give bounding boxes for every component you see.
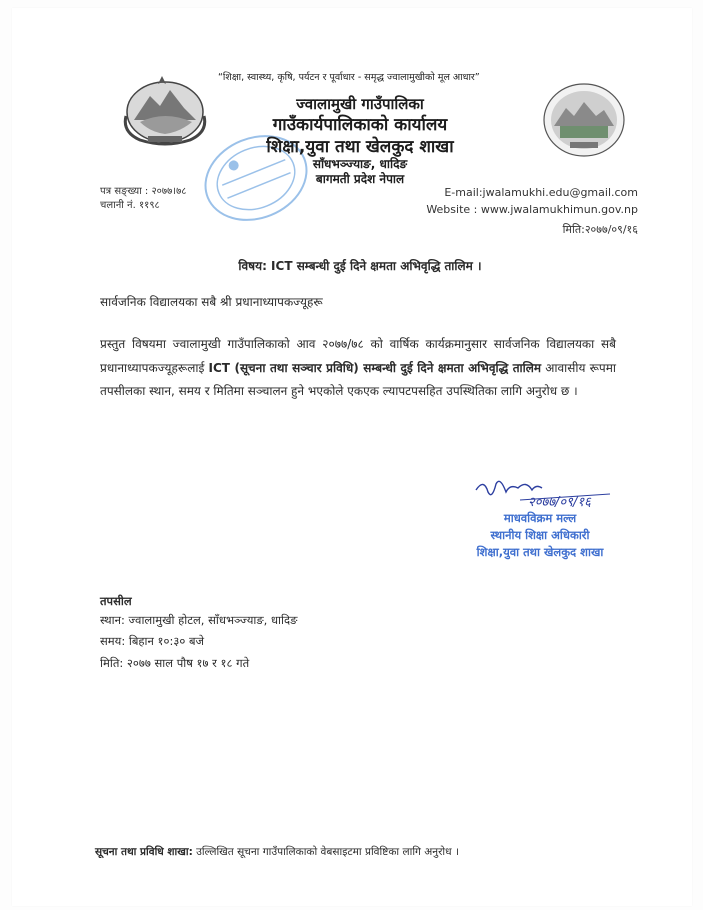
footer-note: [95, 845, 459, 859]
letter-body: [100, 333, 616, 404]
signatory-title: स्थानीय शिक्षा अधिकारी: [490, 528, 590, 542]
office-location: साँधभञ्ज्याङ, धादिङ: [312, 157, 408, 171]
nepal-emblem-icon: [120, 70, 210, 148]
subject-line: विषय: ICT सम्बन्धी दुई दिने क्षमता अभिवृद्धि तालिम ।: [238, 259, 482, 273]
details-place: स्थान: ज्वालामुखी होटल, साँधभञ्ज्याङ, धादिङ: [100, 613, 298, 627]
signatory-branch: शिक्षा,युवा तथा खेलकुद शाखा: [476, 545, 604, 559]
details-time: समय: बिहान १०:३० बजे: [100, 634, 205, 648]
footer-label: सूचना तथा प्रविधि शाखा:: [95, 846, 193, 858]
website-address: Website : www.jwalamukhimun.gov.np: [426, 203, 638, 216]
province-name: बागमती प्रदेश नेपाल: [315, 172, 405, 186]
email-address: E-mail:jwalamukhi.edu@gmail.com: [444, 186, 638, 199]
office-name: गाउँकार्यपालिकाको कार्यालय: [272, 115, 448, 135]
body-text-bold: ICT (सूचना तथा सञ्चार प्रविधि) सम्बन्धी दुई दिने क्षमता अभिवृद्धि तालिम: [208, 360, 542, 375]
signature-date: २०७७/०९/१६: [528, 495, 591, 510]
details-heading: तपसील: [100, 594, 132, 608]
body-text-part1: प्रस्तुत विषयमा ज्वालामुखी गाउँपालिकाको आव २०७७/७८ को वार्षिक कार्यक्रमानुसार सार्वजनिक विद्यालयका सबै प्रधानाध्यापकज्यूहरूलाई: [100, 337, 616, 375]
salutation: सार्वजनिक विद्यालयका सबै श्री प्रधानाध्यापकज्यूहरू: [100, 295, 323, 309]
branch-name: शिक्षा,युवा तथा खेलकुद शाखा: [266, 137, 454, 157]
details-date: मिति: २०७७ साल पौष १७ र १८ गते: [100, 656, 250, 670]
motto: “शिक्षा, स्वास्थ्य, कृषि, पर्यटन र पूर्वाधार - समृद्ध ज्वालामुखीको मूल आधार”: [218, 72, 480, 83]
municipality-name: ज्वालामुखी गाउँपालिका: [296, 95, 424, 113]
letter-number: पत्र सङ्ख्या : २०७७।७८: [100, 186, 187, 197]
municipality-logo-icon: [540, 80, 628, 160]
signatory-name: माधवविक्रम मल्ल: [503, 511, 577, 525]
letter-date: मिति:२०७७/०९/१६: [562, 223, 638, 236]
body-text-part2: आवासीय रूपमा तपसीलका स्थान, समय र मितिमा सञ्चालन हुने भएकोले एकएक ल्यापटपसहित उपस्थितिका लागि अनुरोध छ ।: [100, 360, 616, 398]
footer-text: उल्लिखित सूचना गाउँपालिकाको वेबसाइटमा प्रविष्टिका लागि अनुरोध ।: [192, 846, 459, 858]
dispatch-number: चलानी नं. ११९८: [100, 200, 160, 211]
